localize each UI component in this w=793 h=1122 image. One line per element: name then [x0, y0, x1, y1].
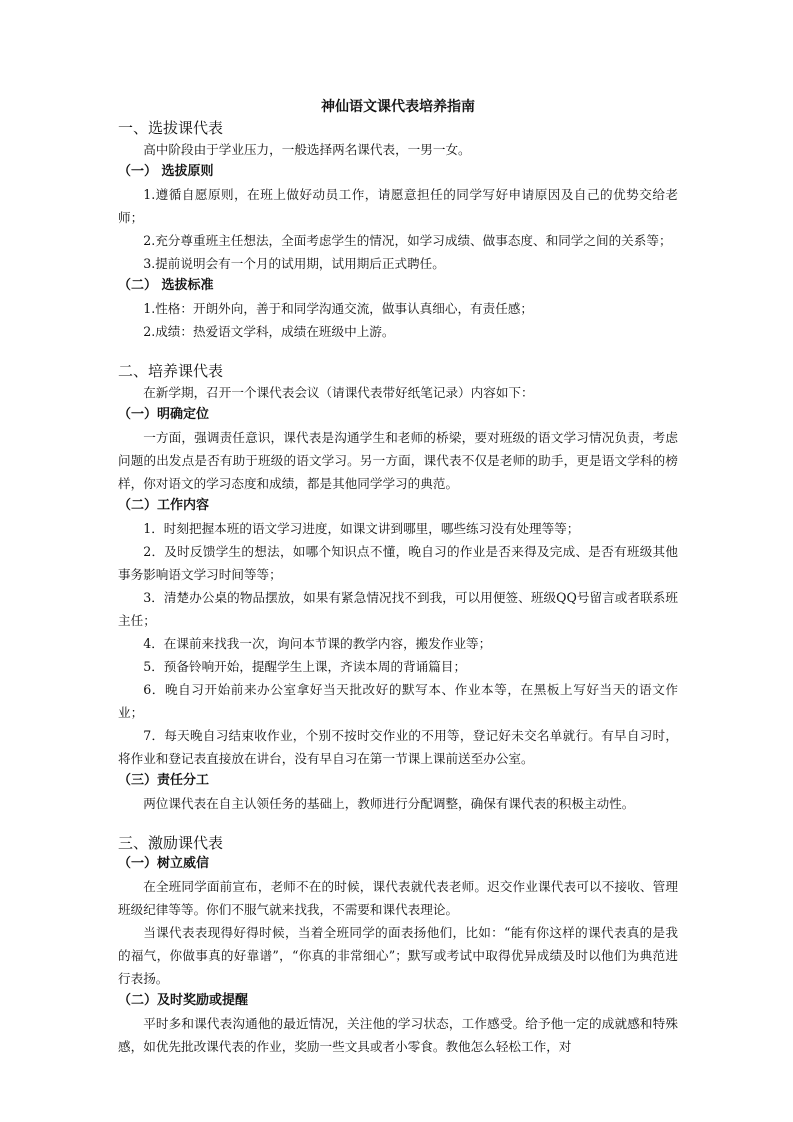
section-gap: [118, 343, 678, 361]
paragraph: 5．预备铃响开始，提醒学生上课，齐读本周的背诵篇目；: [143, 659, 467, 674]
paragraph: 4．在课前来找我一次，询问本节课的教学内容，搬发作业等；: [143, 636, 492, 651]
paragraph: 2．及时反馈学生的想法，如哪个知识点不懂，晚自习的作业是否来得及完成、是否有班级其他事务影响语文学习时间等等；: [118, 544, 678, 582]
paragraph: 6．晚自习开始前来办公室拿好当天批改好的默写本、作业本等，在黑板上写好当天的语文作业；: [118, 682, 678, 720]
subsection-heading: （一） 选拔原则: [118, 164, 214, 179]
subsection-heading: （一）明确定位: [118, 407, 210, 422]
paragraph: 3.提前说明会有一个月的试用期，试用期后正式聘任。: [143, 256, 445, 271]
section-motivation: [118, 833, 678, 1058]
section-selection: [118, 118, 678, 343]
section-intro: 在新学期，召开一个课代表会议（请课代表带好纸笔记录）内容如下：: [143, 385, 534, 400]
paragraph: 1．时刻把握本班的语文学习进度，如课文讲到哪里，哪些练习没有处理等等；: [143, 521, 580, 536]
paragraph: 2.成绩：热爱语文学科，成绩在班级中上游。: [143, 324, 395, 339]
section-heading: 二、培养课代表: [118, 362, 224, 380]
subsection-heading: （二）工作内容: [118, 498, 210, 513]
subsection-heading: （二）及时奖励或提醒: [118, 993, 249, 1008]
paragraph: 在全班同学面前宣布，老师不在的时候，课代表就代表老师。迟交作业课代表可以不接收、管理班级纪律等等。你们不服气就来找我，不需要和课代表理论。: [118, 879, 678, 917]
section-heading: 三、激励课代表: [118, 834, 224, 852]
section-intro: 高中阶段由于学业压力，一般选择两名课代表，一男一女。: [143, 142, 471, 157]
section-training: [118, 361, 678, 815]
paragraph: 2.充分尊重班主任想法，全面考虑学生的情况，如学习成绩、做事态度、和同学之间的关系等；: [143, 233, 672, 248]
paragraph: 3．清楚办公桌的物品摆放，如果有紧急情况找不到我，可以用便签、班级QQ号留言或者联系班主任；: [118, 590, 678, 628]
section-heading: 一、选拔课代表: [118, 119, 224, 137]
paragraph: 平时多和课代表沟通他的最近情况，关注他的学习状态，工作感受。给予他一定的成就感和特殊感，如优先批改课代表的作业，奖励一些文具或者小零食。教他怎么轻松工作，对: [118, 1016, 678, 1054]
subsection-heading: （一）树立威信: [118, 856, 210, 871]
document-title: 神仙语文课代表培养指南: [321, 99, 475, 115]
paragraph: 两位课代表在自主认领任务的基础上，教师进行分配调整，确保有课代表的积极主动性。: [143, 796, 635, 811]
paragraph: 7．每天晚自习结束收作业，个别不按时交作业的不用等，登记好未交名单就行。有早自习时，将作业和登记表直接放在讲台，没有早自习在第一节课上课前送至办公室。: [118, 728, 678, 766]
subsection-heading: （二） 选拔标准: [118, 278, 214, 293]
paragraph: 一方面，强调责任意识，课代表是沟通学生和老师的桥梁，要对班级的语文学习情况负责，考虑问题的出发点是否有助于班级的语文学习。另一方面，课代表不仅是老师的助手，更是语文学科的榜样，你对语文的学习态度和成绩，都是其他同学学习的典范。: [118, 430, 678, 491]
subsection-heading: （三）责任分工: [118, 773, 210, 788]
section-gap: [118, 815, 678, 833]
paragraph: 当课代表表现得好得时候，当着全班同学的面表扬他们，比如：“能有你这样的课代表真的是我的福气，你做事真的好靠谱”，“你真的非常细心”；默写或考试中取得优异成绩及时以他们为典范进行表扬。: [118, 925, 678, 986]
paragraph: 1.性格：开朗外向，善于和同学沟通交流，做事认真细心，有责任感；: [143, 301, 534, 316]
document-body: [118, 96, 678, 1058]
paragraph: 1.遵循自愿原则，在班上做好动员工作，请愿意担任的同学写好申请原因及自己的优势交给老师；: [118, 187, 678, 225]
